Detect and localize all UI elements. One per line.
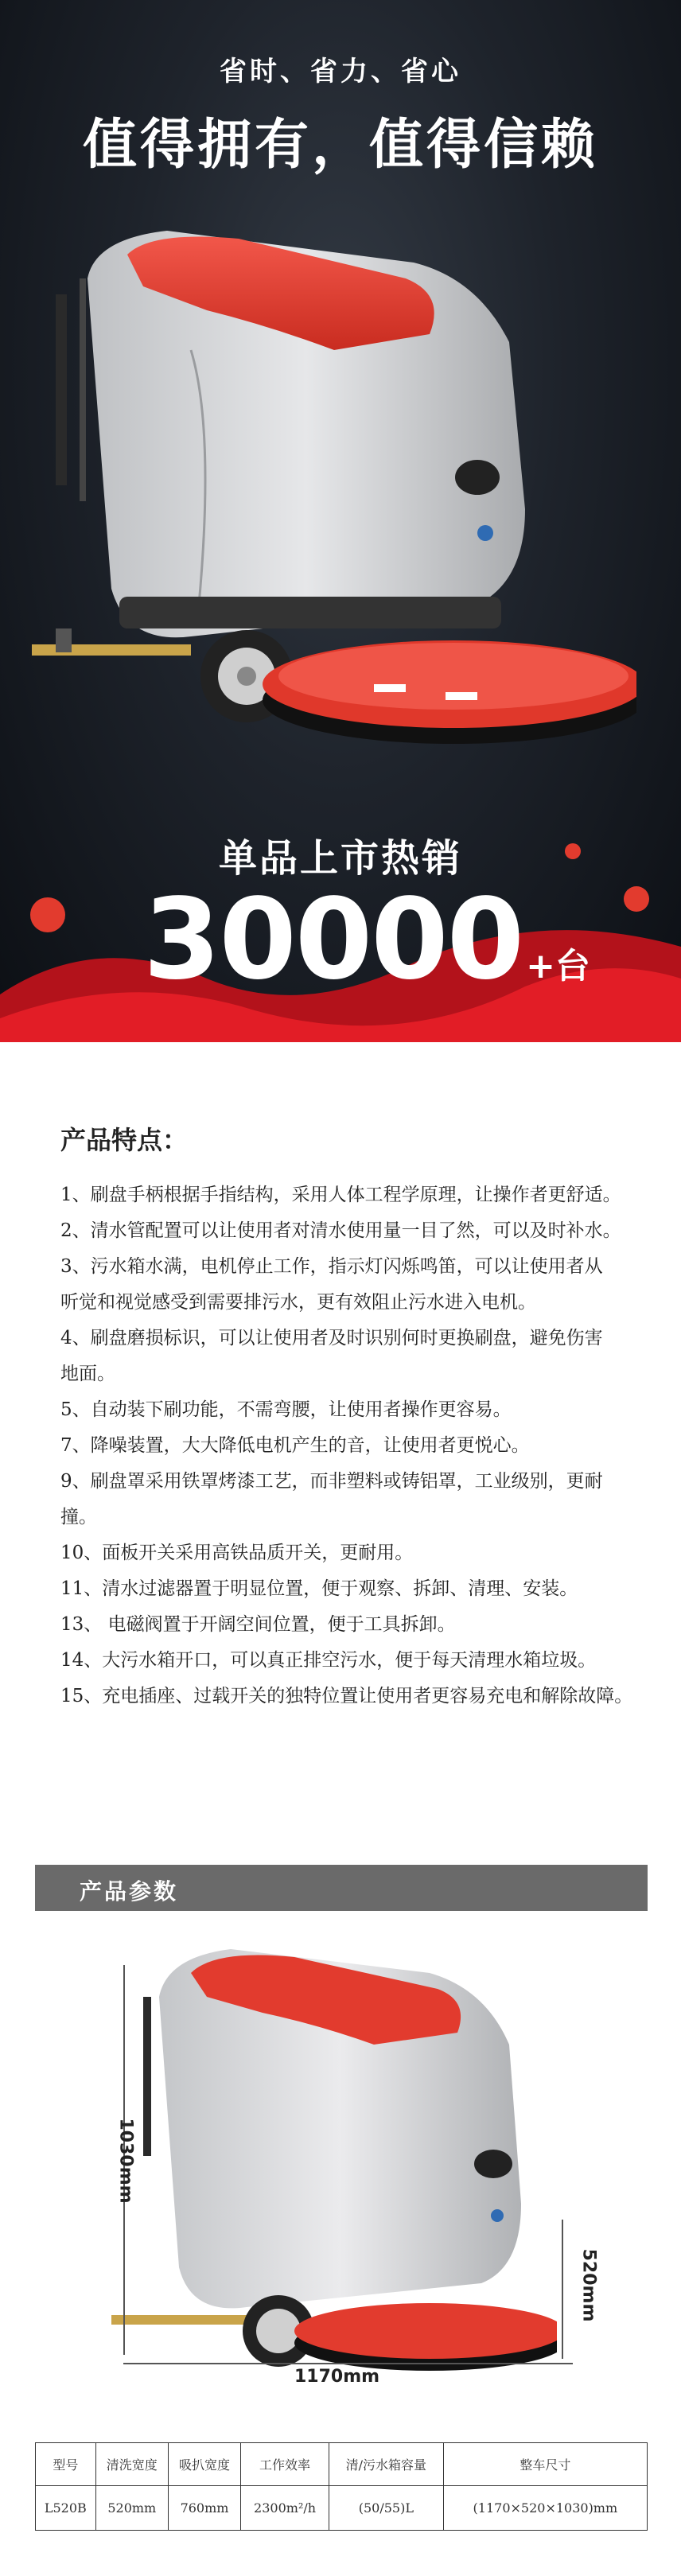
feature-line: 撞。 (60, 1507, 97, 1527)
height-dimension-label: 1030mm (115, 2118, 136, 2204)
feature-line: 5、自动装下刷功能，不需弯腰，让使用者操作更容易。 (60, 1399, 512, 1420)
feature-line: 地面。 (60, 1364, 115, 1384)
depth-dimension-label: 520mm (578, 2248, 599, 2322)
cell-efficiency: 2300m²/h (241, 2486, 329, 2531)
feature-line: 听觉和视觉感受到需要排污水，更有效阻止污水进入电机。 (60, 1292, 536, 1313)
sales-count: 30000 (143, 875, 523, 1005)
params-header-bar (35, 1865, 648, 1911)
cell-model: L520B (36, 2486, 96, 2531)
spec-table-header-row (36, 2443, 648, 2486)
feature-line: 4、刷盘磨损标识，可以让使用者及时识别何时更换刷盘，避免伤害 (60, 1328, 603, 1348)
floor-scrubber-image (32, 231, 636, 804)
header-suction-width: 吸扒宽度 (168, 2443, 240, 2486)
params-title: 产品参数 (80, 1878, 179, 1905)
dimension-diagram-machine (95, 1941, 557, 2371)
features-list (60, 1177, 649, 1714)
cell-dimensions: (1170×520×1030)mm (443, 2486, 647, 2531)
spec-table (35, 2442, 648, 2531)
header-tank-capacity: 清/污水箱容量 (329, 2443, 443, 2486)
hero-banner (0, 0, 681, 1042)
feature-line: 14、大污水箱开口，可以真正排空污水，便于每天清理水箱垃圾。 (60, 1650, 597, 1671)
feature-line: 11、清水过滤器置于明显位置，便于观察、拆卸、清理、安装。 (60, 1578, 578, 1599)
hero-tagline: 省时、省力、省心 (220, 56, 461, 88)
feature-line: 3、污水箱水满，电机停止工作，指示灯闪烁鸣笛，可以让使用者从 (60, 1256, 603, 1277)
feature-line: 1、刷盘手柄根据手指结构，采用人体工程学原理，让操作者更舒适。 (60, 1185, 621, 1205)
width-dimension-label: 1170mm (294, 2367, 380, 2387)
sales-unit: +台 (526, 946, 590, 986)
cell-clean-width: 520mm (95, 2486, 168, 2531)
table-row (36, 2486, 648, 2531)
features-title: 产品特点： (60, 1125, 189, 1155)
sales-slogan: 单品上市热销 (218, 836, 462, 881)
header-efficiency: 工作效率 (241, 2443, 329, 2486)
sales-count-group (143, 875, 590, 1005)
header-clean-width: 清洗宽度 (95, 2443, 168, 2486)
feature-line: 7、降噪装置，大大降低电机产生的音，让使用者更悦心。 (60, 1435, 530, 1456)
cell-suction-width: 760mm (168, 2486, 240, 2531)
header-model: 型号 (36, 2443, 96, 2486)
depth-dimension-line (562, 2220, 563, 2359)
cell-tank-capacity: (50/55)L (329, 2486, 443, 2531)
feature-line: 10、面板开关采用高铁品质开关，更耐用。 (60, 1543, 414, 1563)
hero-headline: 值得拥有，值得信赖 (82, 114, 598, 177)
width-dimension-line (123, 2363, 573, 2364)
feature-line: 9、刷盘罩采用铁罩烤漆工艺，而非塑料或铸铝罩，工业级别，更耐 (60, 1471, 603, 1492)
feature-line: 2、清水管配置可以让使用者对清水使用量一目了然，可以及时补水。 (60, 1220, 621, 1241)
header-dimensions: 整车尺寸 (443, 2443, 647, 2486)
feature-line: 13、 电磁阀置于开阔空间位置，便于工具拆卸。 (60, 1614, 456, 1635)
feature-line: 15、充电插座、过载开关的独特位置让使用者更容易充电和解除故障。 (60, 1686, 633, 1706)
